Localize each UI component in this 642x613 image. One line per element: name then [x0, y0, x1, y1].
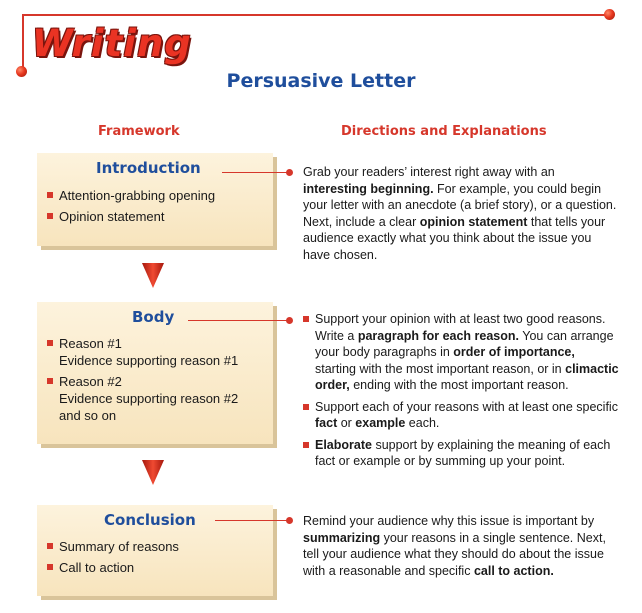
text-run: starting with the most important reason, or in	[315, 361, 566, 376]
framework-box-body	[37, 302, 273, 444]
list-item: Attention-grabbing opening	[47, 187, 215, 204]
reason-more: and so on	[59, 408, 117, 423]
list-item	[47, 335, 238, 369]
text-run: Remind your audience why this issue is important by	[303, 514, 595, 528]
down-arrow-icon	[141, 261, 165, 289]
bold-term: paragraph for each reason.	[357, 328, 520, 343]
list-item: Summary of reasons	[47, 538, 179, 555]
text-run: Support each of your reasons with at least one specific	[315, 399, 618, 414]
text-run: Support your opinion with at least two good reasons. Write a	[315, 312, 606, 343]
reason-evidence: Evidence supporting reason #1	[59, 353, 239, 368]
down-arrow-icon	[141, 458, 165, 486]
bold-term: summarizing	[303, 530, 381, 545]
connector-introduction	[222, 172, 290, 173]
box-title-conclusion: Conclusion	[104, 511, 196, 529]
bold-term: interesting beginning.	[303, 181, 434, 196]
introduction-items	[47, 187, 215, 229]
framework-box-conclusion	[37, 505, 273, 596]
section-heading: Writing	[32, 22, 192, 65]
conclusion-items	[47, 538, 179, 580]
body-items	[47, 335, 238, 428]
reason-label: Reason #2	[59, 374, 122, 389]
bold-term: call to action.	[473, 563, 554, 578]
list-item: Call to action	[47, 559, 179, 576]
reason-evidence: Evidence supporting reason #2	[59, 391, 239, 406]
bold-term: Elaborate	[315, 437, 372, 452]
directions-conclusion	[303, 513, 619, 579]
text-run: Grab your readers’ interest right away with an	[303, 165, 555, 179]
bold-term: climactic order,	[315, 361, 619, 392]
column-heading-framework: Framework	[98, 124, 180, 139]
list-item	[47, 373, 238, 424]
text-run: You can arrange your body paragraphs in	[315, 328, 614, 359]
text-run: your reasons in a single sentence. Next, tell your audience what they should do about the issue with a reasonable and specific	[303, 530, 606, 578]
text-run: ending with the most important reason.	[349, 378, 569, 392]
directions-body	[303, 311, 619, 475]
framework-box-introduction	[37, 153, 273, 246]
bold-term: fact	[315, 416, 338, 430]
text-run: or	[337, 416, 356, 430]
connector-conclusion	[215, 520, 290, 521]
list-item	[303, 437, 619, 470]
text-run: For example, you could begin your letter with an anecdote (a brief story), or a question. Next, include a clear	[303, 181, 617, 229]
box-title-body: Body	[132, 308, 175, 326]
text-run: each.	[405, 416, 440, 430]
box-title-introduction: Introduction	[96, 159, 201, 177]
column-heading-directions: Directions and Explanations	[341, 124, 547, 139]
frame-left-rule	[22, 14, 24, 72]
text-run: that tells your audience exactly what you think about the issue you have chosen.	[303, 214, 606, 262]
text-run: support by explaining the meaning of each fact or example or by summing up your point.	[315, 437, 611, 468]
connector-body	[188, 320, 290, 321]
list-item	[303, 311, 619, 394]
bold-term: order of importance,	[453, 345, 575, 359]
list-item: Opinion statement	[47, 208, 215, 225]
frame-top-rule	[22, 14, 610, 16]
page-title: Persuasive Letter	[226, 70, 416, 92]
reason-label: Reason #1	[59, 336, 122, 351]
bold-term: example	[355, 416, 406, 430]
list-item	[303, 399, 619, 432]
frame-corner-dot	[604, 9, 615, 20]
bold-term: opinion statement	[419, 214, 528, 229]
directions-introduction	[303, 164, 619, 263]
